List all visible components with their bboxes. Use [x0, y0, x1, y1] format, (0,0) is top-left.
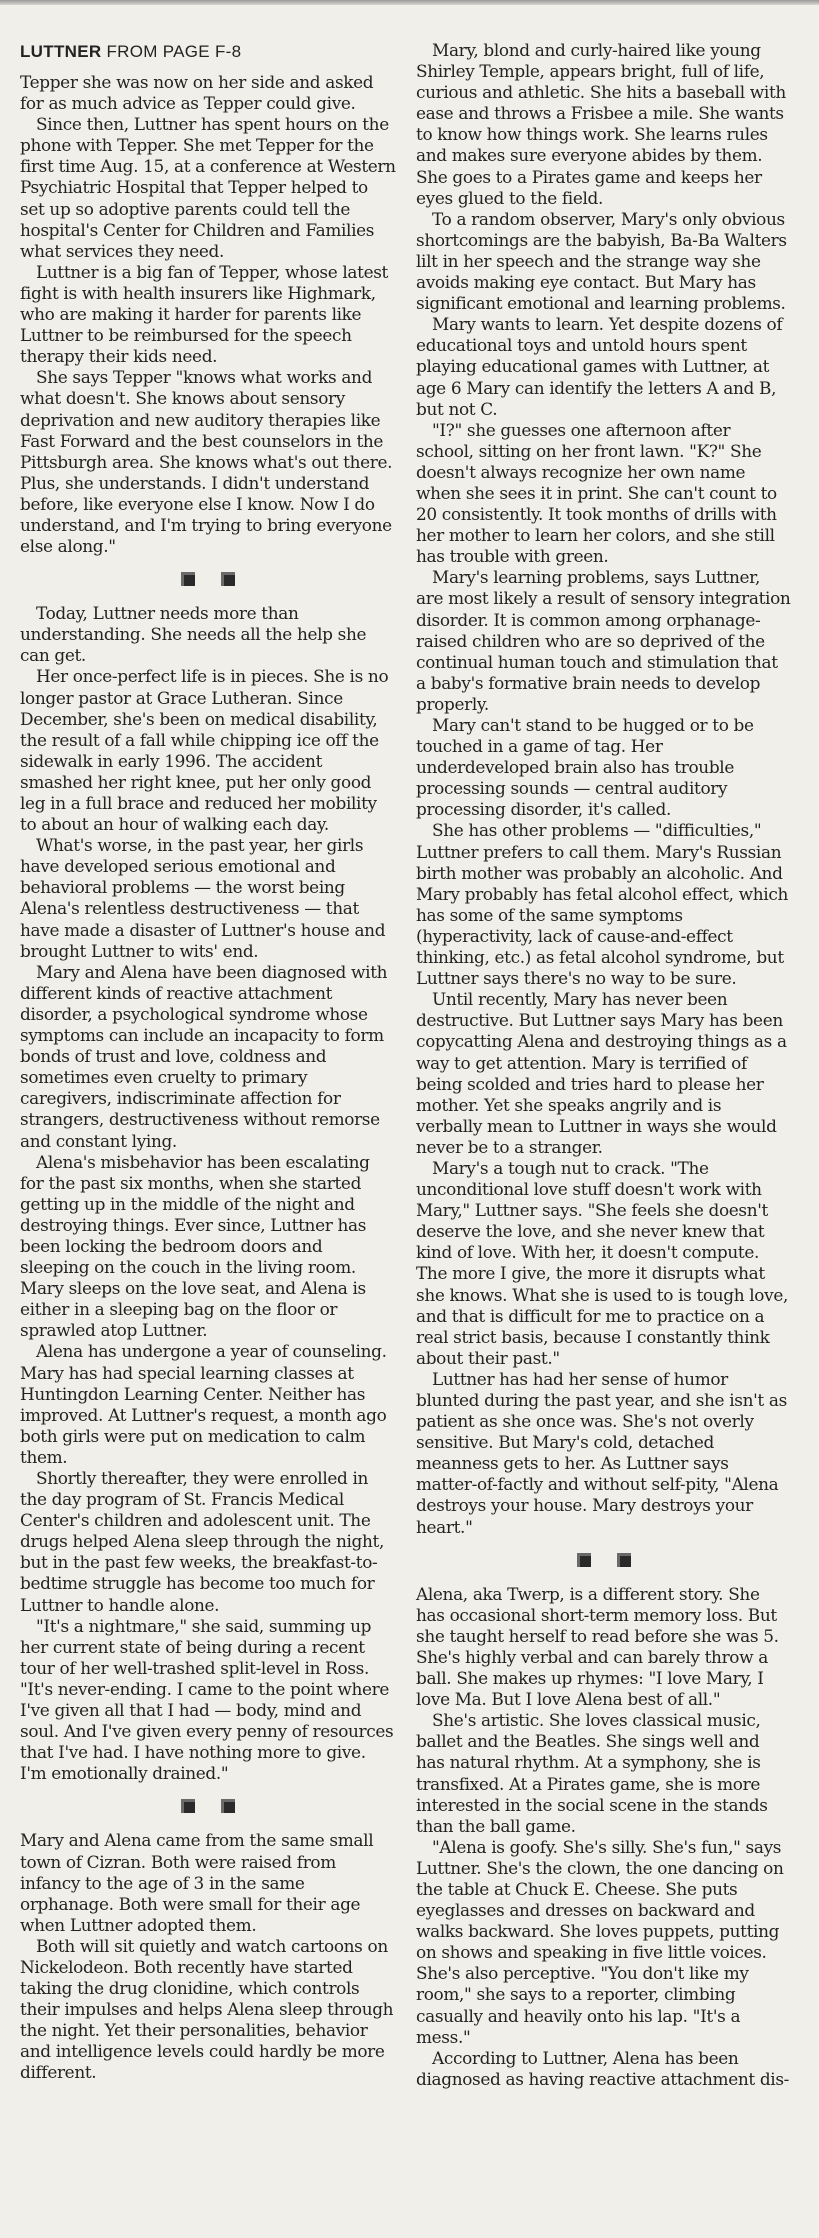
separator-square-icon — [181, 572, 195, 586]
top-rule — [0, 0, 819, 5]
paragraph: Both will sit quietly and watch cartoons on Nickelodeon. Both recently have started taking the drug clonidine, which controls their impulses and helps Alena sleep through the night. Yet their personalities, behavior and intelligence levels could hardly be more different. — [20, 1935, 394, 2083]
paragraph: Today, Luttner needs more than understanding. She needs all the help she can get. — [20, 603, 367, 666]
paragraph: "I?" she guesses one afternoon after school, sitting on her front lawn. "K?" She doesn't always recognize her own name when she sees it in print. She can't count to 20 consistently. It took months of drills with her mother to learn her colors, and she still has trouble with green. — [416, 419, 777, 567]
paragraph: Mary's a tough nut to crack. "The unconditional love stuff doesn't work with Mary," Luttner says. "She feels she doesn't deserve the love, and she never knew that kind of love. With her, it doesn't compute. The more I give, the more it disrupts what she knows. What she is used to is tough love, and that is difficult for me to practice on a real strict basis, because I constantly think about their past." — [416, 1157, 788, 1368]
jump-from: FROM PAGE F-8 — [106, 42, 242, 61]
paragraph: Alena's misbehavior has been escalating for the past six months, when she started getting up in the middle of the night and destroying things. Ever since, Luttner has been locking the bedroom doors and sleeping on the couch in the living room. Mary sleeps on the love seat, and Alena is either in a sleeping bag on the floor or sprawled atop Luttner. — [20, 1151, 370, 1341]
paragraph: Mary's learning problems, says Luttner, are most likely a result of sensory integration disorder. It is common among orphanage-raised children who are so deprived of the continual human touch and stimulation that a baby's formative brain needs to develop properly. — [416, 567, 791, 714]
paragraph: What's worse, in the past year, her girls have developed serious emotional and behavioral problems — the worst being Alena's relentless destructiveness — that have made a disaster of Luttner's house and brought Luttner to wits' end. — [20, 835, 386, 961]
separator-square-icon — [181, 1799, 195, 1813]
paragraph: Mary, blond and curly-haired like young Shirley Temple, appears bright, full of life, curious and athletic. She hits a baseball with ease and throws a Frisbee a mile. She wants to know how things work. She learns rules and makes sure everyone abides by them. She goes to a Pirates game and keeps her eyes glued to the field. — [416, 40, 786, 208]
paragraph: According to Luttner, Alena has been diagnosed as having reactive attachment dis- — [416, 2047, 790, 2089]
paragraph: To a random observer, Mary's only obvious shortcomings are the babyish, Ba-Ba Walters lilt in her speech and the strange way she avoids making eye contact. But Mary has significant emotional and learning problems. — [416, 208, 787, 314]
paragraph: Tepper she was now on her side and asked for as much advice as Tepper could give. — [20, 72, 374, 114]
paragraph: Mary and Alena have been diagnosed with different kinds of reactive attachment disorder, a psychological syndrome whose symptoms can include an incapacity to form bonds of trust and love, coldness and sometimes even cruelty to primary caregivers, indiscriminate affection for strangers, destructiveness without remorse and constant lying. — [20, 961, 388, 1151]
separator-square-icon — [221, 572, 235, 586]
separator-square-icon — [617, 1553, 631, 1567]
section-separator — [416, 1550, 792, 1570]
section-separator — [20, 569, 396, 589]
paragraph: Mary and Alena came from the same small town of Cizran. Both were raised from infancy to the age of 3 in the same orphanage. Both were small for their age when Luttner adopted them. — [20, 1830, 374, 1935]
paragraph: She's artistic. She loves classical music, ballet and the Beatles. She sings well and has natural rhythm. At a symphony, she is transfixed. At a Pirates game, she is more interested in the social scene in the stands than the ball game. — [416, 1710, 768, 1836]
section-separator — [20, 1796, 396, 1816]
paragraph: Since then, Luttner has spent hours on the phone with Tepper. She met Tepper for the first time Aug. 15, at a conference at Western Psychiatric Hospital that Tepper helped to set up so adoptive parents could tell the hospital's Center for Children and Families what services they need. — [20, 114, 396, 261]
paragraph: Until recently, Mary has never been destructive. But Luttner says Mary has been copycatting Alena and destroying things as a way to get attention. Mary is terrified of being scolded and tries hard to please her mother. Yet she speaks angrily and is verbally mean to Luttner in ways she would never be to a stranger. — [416, 989, 787, 1157]
paragraph: Luttner is a big fan of Tepper, whose latest fight is with health insurers like Highmark, who are making it harder for parents like Luttner to be reimbursed for the speech therapy their kids need. — [20, 261, 388, 367]
paragraph: Alena has undergone a year of counseling. Mary has had special learning classes at Huntingdon Learning Center. Neither has improved. At Luttner's request, a month ago both girls were put on medication to calm them. — [20, 1341, 387, 1467]
jump-name: LUTTNER — [20, 42, 102, 61]
paragraph: Mary can't stand to be hugged or to be touched in a game of tag. Her underdeveloped brain also has trouble processing sounds — central auditory processing disorder, it's called. — [416, 715, 754, 820]
separator-square-icon — [577, 1553, 591, 1567]
separator-square-icon — [221, 1799, 235, 1813]
paragraph: She says Tepper "knows what works and what doesn't. She knows about sensory deprivation and new auditory therapies like Fast Forward and the best counselors in the Pittsburgh area. She knows what's out there. Plus, she understands. I didn't understand before, like everyone else I know. Now I do understand, and I'm trying to bring everyone else along." — [20, 367, 393, 557]
paragraph: Alena, aka Twerp, is a different story. She has occasional short-term memory loss. But she taught herself to read before she was 5. She's highly verbal and can barely throw a ball. She makes up rhymes: "I love Mary, I love Ma. But I love Alena best of all." — [416, 1583, 779, 1710]
paragraph: "It's a nightmare," she said, summing up her current state of being during a recent tour of her well-trashed split-level in Ross. "It's never-ending. I came to the point where I've given all that I had — body, mind and soul. And I've given every penny of resources that I've had. I have nothing more to give. I'm emotionally drained." — [20, 1615, 394, 1784]
paragraph: Mary wants to learn. Yet despite dozens of educational toys and untold hours spent playing educational games with Luttner, at age 6 Mary can identify the letters A and B, but not C. — [416, 314, 783, 419]
paragraph: Shortly thereafter, they were enrolled in the day program of St. Francis Medical Center's children and adolescent unit. The drugs helped Alena sleep through the night, but in the past few weeks, the breakfast-to-bedtime struggle has become too much for Luttner to handle alone. — [20, 1468, 384, 1615]
paragraph: Luttner has had her sense of humor blunted during the past year, and she isn't as patient as she once was. She's not overly sensitive. But Mary's cold, detached meanness gets to her. As Luttner says matter-of-factly and without self-pity, "Alena destroys your house. Mary destroys your heart." — [416, 1368, 787, 1537]
right-column — [416, 40, 792, 2090]
paragraph: "Alena is goofy. She's silly. She's fun," says Luttner. She's the clown, the one dancing on the table at Chuck E. Cheese. She puts eyeglasses and dresses on backward and walks backward. She loves puppets, putting on shows and speaking in five little voices. She's also perceptive. "You don't like my room," she says to a reporter, climbing casually and heavily onto his lap. "It's a mess." — [416, 1836, 784, 2047]
paragraph: She has other problems — "difficulties," Luttner prefers to call them. Mary's Russian birth mother was probably an alcoholic. And Mary probably has fetal alcohol effect, which has some of the same symptoms (hyperactivity, lack of cause-and-effect thinking, etc.) as fetal alcohol syndrome, but Luttner says there's no way to be sure. — [416, 820, 789, 989]
left-column — [20, 44, 396, 2084]
paragraph: Her once-perfect life is in pieces. She is no longer pastor at Grace Lutheran. Since December, she's been on medical disability, the result of a fall while chipping ice off the sidewalk in early 1996. The accident smashed her right knee, put her only good leg in a full brace and reduced her mobility to about an hour of walking each day. — [20, 666, 389, 835]
